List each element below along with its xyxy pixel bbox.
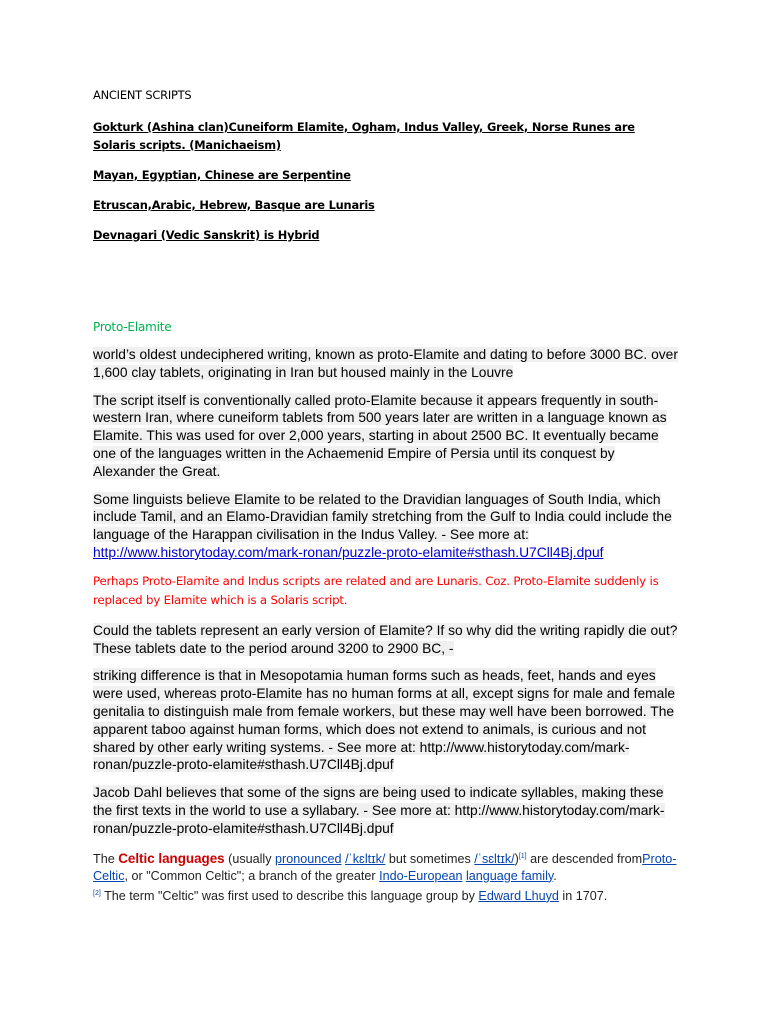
celtic-languages-term: Celtic languages — [118, 850, 225, 866]
language-family-link[interactable]: language family — [465, 868, 554, 883]
document-title: ANCIENT SCRIPTS — [93, 88, 192, 102]
group-lunaris: Etruscan,Arabic, Hebrew, Basque are Lunaris — [93, 198, 375, 212]
ipa-kel-link[interactable]: /ˈkɛltɪk/ — [345, 851, 386, 866]
paragraph-celtic-languages: The Celtic languages (usually pronounced /ˈkɛltɪk/ but sometimes /ˈsɛltɪk/)[1] are descended fromProto-Celtic, or "Common Celtic"; a branch of the greater Indo-European language family. [2] The term "Celtic" was first used to describe this language group by Edward Lhuyd in 1707. — [93, 850, 677, 903]
proto-celtic-link[interactable]: Proto-Celtic — [93, 851, 677, 883]
group-hybrid: Devnagari (Vedic Sanskrit) is Hybrid — [93, 228, 320, 242]
paragraph-dravidian: Some linguists believe Elamite to be related to the Dravidian languages of South India, which include Tamil, and an Elamo-Dravidian family stretching from the Gulf to India could include the language of the Harappan civilisation in the Indus Valley. - See more at: http://www.historytoday.com/mark-ronan/puzzle-proto-elamite#sthash.U7Cll4Bj.dpuf — [93, 491, 672, 560]
reference-1[interactable]: [1] — [518, 852, 527, 860]
pronounced-link[interactable]: pronounced — [275, 851, 342, 866]
group-serpentine: Mayan, Egyptian, Chinese are Serpentine — [93, 168, 351, 182]
note-lunaris: Perhaps Proto-Elamite and Indus scripts are related and are Lunaris. Coz. Proto-Elamite suddenly is replaced by Elamite which is a Solaris script. — [93, 573, 659, 607]
historytoday-link[interactable]: http://www.historytoday.com/mark-ronan/puzzle-proto-elamite#sthash.U7Cll4Bj.dpuf — [93, 544, 604, 560]
document-page — [93, 88, 678, 905]
paragraph-tablets: Could the tablets represent an early version of Elamite? If so why did the writing rapidly die out? These tablets date to the period around 3200 to 2900 BC, - — [93, 622, 678, 656]
edward-lhuyd-link[interactable]: Edward Lhuyd — [478, 888, 559, 903]
section-title-proto-elamite: Proto-Elamite — [93, 320, 172, 334]
reference-2[interactable]: [2] — [93, 889, 101, 897]
ipa-sel-link[interactable]: /ˈsɛltɪk/ — [474, 851, 515, 866]
paragraph-human-forms: striking difference is that in Mesopotamia human forms such as heads, feet, hands and eyes were used, whereas proto-Elamite has no human forms at all, except signs for male and female genitalia to distinguish male from female workers, but these may well have been borrowed. The apparent taboo against human forms, which does not extend to animals, is curious and not shared by other early writing systems. - See more at: http://www.historytoday.com/mark-ronan/puzzle-proto-elamite#sthash.U7Cll4Bj.dpuf — [93, 668, 676, 773]
paragraph-syllabary: Jacob Dahl believes that some of the signs are being used to indicate syllables, making these the first texts in the world to use a syllabary. - See more at: http://www.historytoday.com/mark-ronan/puzzle-proto-elamite#sthash.U7Cll4Bj.dpuf — [93, 785, 665, 836]
paragraph-script-name: The script itself is conventionally called proto-Elamite because it appears frequently in south-western Iran, where cuneiform tablets from 500 years later are written in a language known as Elamite. This was used for over 2,000 years, starting in about 2500 BC. It eventually became one of the languages written in the Achaemenid Empire of Persia until its conquest by Alexander the Great. — [93, 392, 667, 479]
paragraph-oldest-writing: world’s oldest undeciphered writing, known as proto-Elamite and dating to before 3000 BC. over 1,600 clay tablets, originating in Iran but housed mainly in the Louvre — [93, 347, 678, 380]
indo-european-link[interactable]: Indo-European — [379, 868, 463, 883]
group-solaris: Gokturk (Ashina clan)Cuneiform Elamite, Ogham, Indus Valley, Greek, Norse Runes are Solaris scripts. (Manichaeism) — [93, 120, 635, 152]
